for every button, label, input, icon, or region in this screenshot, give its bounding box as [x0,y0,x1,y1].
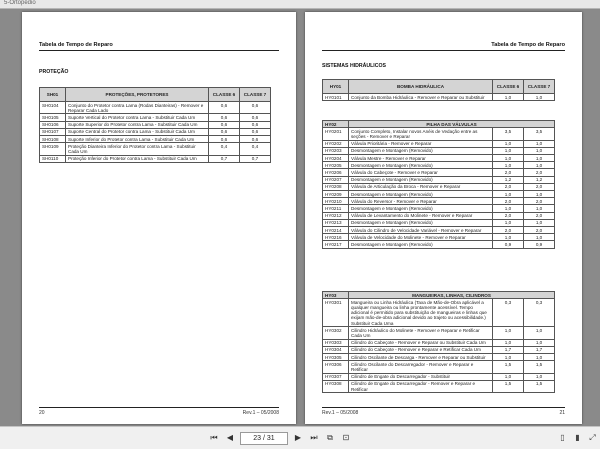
hydraulic-pump-table [322,79,555,101]
row-code: HY0204 [323,155,349,162]
row-code: HY0301 [323,299,349,327]
page-number-input[interactable]: 23 / 31 [240,432,288,445]
row-class-7-hours: 2,0 [524,183,555,190]
page-number: 20 [39,410,45,416]
row-class-7-hours: 2,0 [524,169,555,176]
last-page-icon[interactable]: ⏭ [310,433,318,442]
row-class-7-hours: 1,0 [524,354,555,361]
row-class-7-hours: 1,2 [524,176,555,183]
row-description: Válvula Mestre - Remover e Reparar [349,155,493,162]
row-class-6-hours: 1,0 [493,354,524,361]
row-class-7-hours: 1,0 [524,147,555,154]
page-navigation [206,431,354,445]
table-row [40,143,271,155]
group-title: MANGUEIRAS, LINHAS, CILINDROS [349,292,555,299]
row-class-6-hours: 0,3 [493,299,524,327]
table-row [323,147,555,154]
row-code: HY0210 [323,198,349,205]
row-code: HY0202 [323,140,349,147]
row-description: Cilindro do Cabeçote - Remover e Reparar ou Substituir Cada Um [349,339,493,346]
column-header: HY01 [323,80,349,94]
table-row [323,339,555,346]
column-header: SH01 [40,88,66,102]
row-class-6-hours: 1,0 [493,147,524,154]
table-row [323,162,555,169]
row-code: HY0209 [323,191,349,198]
row-class-7-hours: 1,0 [524,339,555,346]
row-code: HY0217 [323,241,349,248]
table-row [323,198,555,205]
row-class-7-hours: 0,4 [240,143,271,155]
row-description: Suporte Inferior do Protetor contra Lama - Substituir Cada Um [66,136,209,143]
revision-label: Rev.1 – 05/2008 [242,410,279,416]
row-class-7-hours: 0,3 [524,299,555,327]
row-class-6-hours: 0,6 [209,114,240,121]
table-row [323,191,555,198]
row-class-7-hours: 3,5 [524,128,555,140]
row-code: HY0211 [323,205,349,212]
row-class-6-hours: 0,6 [209,136,240,143]
row-description: Válvula do Cilindro de Velocidade Variável - Remover e Reparar [349,227,493,234]
row-description: Desmontagem e Montagem (Removido) [349,241,493,248]
row-description: Suporte Vertical do Protetor contra Lama - Substituir Cada Um [66,114,209,121]
group-title: PILHA DAS VÁLVULAS [349,121,555,128]
row-class-6-hours: 2,0 [493,183,524,190]
row-class-6-hours: 1,2 [493,176,524,183]
row-code: HY0306 [323,361,349,373]
table-row [323,140,555,147]
table-row [40,128,271,135]
row-class-7-hours: 1,0 [524,373,555,380]
row-class-7-hours: 1,7 [524,346,555,353]
pages-icon[interactable]: ▮ [575,433,580,442]
table-row [323,373,555,380]
table-row [323,380,555,392]
document-icon[interactable]: ▯ [560,433,565,442]
row-class-6-hours: 2,0 [493,198,524,205]
row-description: Cilindro de Engate do Descarregador - Substituir [349,373,493,380]
row-description: Desmontagem e Montagem (Removido) [349,176,493,183]
next-page-icon[interactable]: ▶ [294,433,302,442]
row-class-6-hours: 1,0 [493,155,524,162]
row-description: Proteção Dianteira Inferior do Protetor contra Lama - Substituir Cada Um [66,143,209,155]
row-class-6-hours: 1,0 [493,327,524,339]
footer-rule [39,407,279,408]
row-class-7-hours: 0,6 [240,114,271,121]
row-class-6-hours: 2,0 [493,227,524,234]
row-class-7-hours: 2,0 [524,227,555,234]
row-class-7-hours: 1,5 [524,380,555,392]
row-description: Válvula do Reversor - Remover e Reparar [349,198,493,205]
left-page [22,12,296,424]
row-class-6-hours: 0,6 [209,102,240,114]
row-code: SH0105 [40,114,66,121]
row-class-7-hours: 0,6 [240,136,271,143]
row-code: SH0106 [40,121,66,128]
row-description: Suporte Central do Protetor contra Lama - Substituir Cada Um [66,128,209,135]
row-class-7-hours: 1,0 [524,205,555,212]
two-page-view-icon[interactable]: ⧉ [327,433,333,442]
table-row [323,176,555,183]
row-class-6-hours: 1,0 [493,94,524,101]
row-code: HY0308 [323,380,349,392]
row-description: Cilindro Oscilante do Descarregador - Remover e Reparar e Retificar [349,361,493,373]
row-class-7-hours: 1,0 [524,140,555,147]
row-class-6-hours: 2,0 [493,169,524,176]
table-row [323,205,555,212]
hoses-cylinders-table [322,291,555,393]
row-code: HY0307 [323,373,349,380]
row-class-7-hours: 1,5 [524,361,555,373]
row-description: Válvula de Velocidade do Molinete - Remover e Reparar [349,234,493,241]
column-header: CLASSE 6 [209,88,240,102]
row-description: Válvula de Articulação da Broca - Remover e Reparar [349,183,493,190]
section-title: PROTEÇÃO [39,69,69,75]
table-row [40,155,271,162]
footer-rule [322,407,565,408]
row-code: HY0302 [323,327,349,339]
row-description: Válvula do Cabeçote - Remover e Reparar [349,169,493,176]
title-bar [0,0,600,9]
column-header: CLASSE 6 [493,80,524,94]
valve-stack-table [322,120,555,249]
row-class-6-hours: 0,6 [209,121,240,128]
row-class-6-hours: 1,0 [493,373,524,380]
row-description: Válvula de Levantamento do Molinete - Remover e Reparar [349,212,493,219]
protection-table [39,87,271,163]
table-row [323,169,555,176]
header-rule [39,50,279,51]
table-row [323,361,555,373]
row-class-6-hours: 1,5 [493,361,524,373]
page-number: 21 [559,410,565,416]
table-row [40,136,271,143]
row-class-6-hours: 1,0 [493,140,524,147]
row-code: SH0109 [40,143,66,155]
row-class-6-hours: 0,4 [209,143,240,155]
row-code: HY0207 [323,176,349,183]
row-class-7-hours: 1,0 [524,327,555,339]
column-header: CLASSE 7 [524,80,555,94]
header-rule [322,50,565,51]
row-code: HY0205 [323,162,349,169]
row-code: HY0213 [323,219,349,226]
row-code: HY0303 [323,339,349,346]
table-row [323,227,555,234]
row-class-7-hours: 0,9 [524,241,555,248]
row-description: Desmontagem e Montagem (Removido) [349,147,493,154]
row-class-6-hours: 0,7 [209,155,240,162]
row-class-7-hours: 0,6 [240,121,271,128]
table-row [323,212,555,219]
table-row [323,183,555,190]
row-class-6-hours: 1,0 [493,162,524,169]
row-code: SH0110 [40,155,66,162]
row-description: Válvula Prioritária - Remover e Reparar [349,140,493,147]
row-class-6-hours: 1,0 [493,219,524,226]
row-description: Proteção Inferior do Protetor contra Lama - Substituir Cada Um [66,155,209,162]
row-class-7-hours: 1,0 [524,94,555,101]
group-code: HY03 [323,292,349,299]
page-header-title: Tabela de Tempo de Reparo [39,42,113,48]
table-row [40,121,271,128]
row-description: Suporte Superior do Protetor contra Lama - Substituir Cada Um [66,121,209,128]
row-class-6-hours: 1,0 [493,191,524,198]
table-row [323,354,555,361]
row-description: Desmontagem e Montagem (Removido) [349,205,493,212]
table-row [323,346,555,353]
row-description: Cilindro Hidráulico do Molinete - Remover e Reparar e Retificar Cada Um [349,327,493,339]
table-row [323,128,555,140]
column-header: PROTEÇÕES, PROTETORES [66,88,209,102]
row-class-6-hours: 1,5 [493,380,524,392]
row-class-6-hours: 1,0 [493,205,524,212]
table-row [323,234,555,241]
revision-label: Rev.1 – 05/2008 [322,410,359,416]
document-viewer[interactable] [0,9,600,426]
row-code: HY0201 [323,128,349,140]
table-row [323,299,555,327]
row-class-7-hours: 0,6 [240,102,271,114]
row-description: Cilindro do Cabeçote - Remover e Reparar e Retificar Cada Um [349,346,493,353]
row-class-7-hours: 1,0 [524,155,555,162]
row-code: HY0203 [323,147,349,154]
row-description: Conjunto da Bomba Hidráulica - Remover e Reparar ou Substituir [349,94,493,101]
row-class-7-hours: 1,0 [524,234,555,241]
column-header: BOMBA HIDRÁULICA [349,80,493,94]
row-code: SH0108 [40,136,66,143]
table-row [323,219,555,226]
row-class-6-hours: 1,7 [493,346,524,353]
row-code: SH0107 [40,128,66,135]
first-page-icon[interactable]: ⏮ [210,433,218,442]
viewer-toolbar [0,426,600,449]
row-description: Desmontagem e Montagem (Removido) [349,162,493,169]
section-title: SISTEMAS HIDRÁULICOS [322,63,386,69]
row-code: SH0104 [40,102,66,114]
row-class-6-hours: 1,0 [493,339,524,346]
row-class-6-hours: 3,5 [493,128,524,140]
table-row [323,241,555,248]
table-row [40,114,271,121]
page-header-title: Tabela de Tempo de Reparo [491,42,565,48]
row-class-7-hours: 0,7 [240,155,271,162]
right-page [305,12,582,424]
row-code: HY0304 [323,346,349,353]
row-code: HY0305 [323,354,349,361]
row-description: Cilindro Oscilante de Descarga - Remover e Reparar ou Substituir [349,354,493,361]
row-description: Mangueira ou Linha Hidráulica (Taxa de Mão-de-Obra aplicável a qualquer mangueira ou linha prontamente acessível. Tempo adicional é permitido para substituição de mangueiras e linhas que exijam mão-de-obra adicional devido ao trajeto ou acessibilidade.) Substituir Cada Uma [349,299,493,327]
row-class-7-hours: 2,0 [524,198,555,205]
row-class-6-hours: 0,6 [209,128,240,135]
row-code: HY0212 [323,212,349,219]
group-code: HY02 [323,121,349,128]
row-description: Desmontagem e Montagem (Removido) [349,191,493,198]
row-code: HY0206 [323,169,349,176]
row-class-6-hours: 1,0 [493,234,524,241]
row-class-7-hours: 1,0 [524,191,555,198]
row-class-7-hours: 1,0 [524,219,555,226]
previous-page-icon[interactable]: ◀ [226,433,234,442]
row-code: HY0101 [323,94,349,101]
row-class-7-hours: 0,6 [240,128,271,135]
window-title: 5-Ortopédio [4,0,36,6]
row-description: Cilindro de Engate do Descarregador - Remover e Reparar e Retificar [349,380,493,392]
row-class-7-hours: 1,0 [524,162,555,169]
row-class-7-hours: 2,0 [524,212,555,219]
table-row [323,155,555,162]
row-description: Desmontagem e Montagem (Removido) [349,219,493,226]
column-header: CLASSE 7 [240,88,271,102]
fit-page-icon[interactable]: ⊡ [342,433,350,442]
table-row [40,102,271,114]
table-row [323,94,555,101]
table-row [323,327,555,339]
row-description: Conjunto Completo, Instalar novos Anéis de Vedação entre as seções - Remover e Reparar [349,128,493,140]
row-class-6-hours: 0,9 [493,241,524,248]
row-code: HY0216 [323,234,349,241]
row-description: Conjunto do Protetor contra Lama (Rodas Dianteiras) - Remover e Reparar Cada Lado [66,102,209,114]
row-code: HY0214 [323,227,349,234]
row-code: HY0208 [323,183,349,190]
fullscreen-icon[interactable]: ⤢ [589,433,596,442]
row-class-6-hours: 2,0 [493,212,524,219]
